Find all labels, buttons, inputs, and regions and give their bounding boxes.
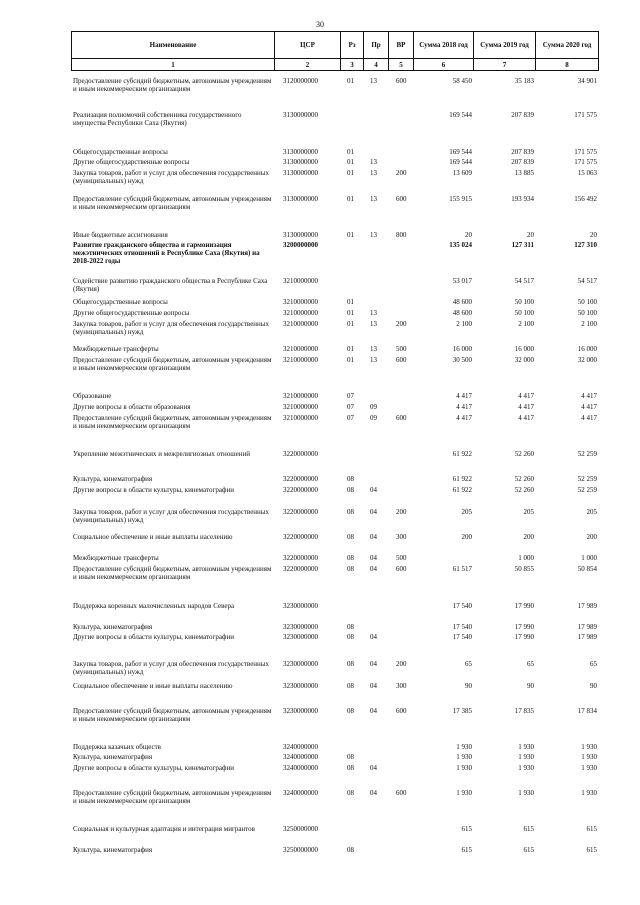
- row-vr: 200: [396, 660, 407, 668]
- row-sum-2018: 615: [461, 825, 472, 833]
- row-pr: 04: [370, 508, 377, 516]
- row-sum-2019: 32 000: [514, 356, 534, 364]
- row-name: Предоставление субсидий бюджетным, автономным учреждениям и иным некоммерческим организациям: [73, 789, 272, 805]
- row-sum-2019: 1 000: [518, 554, 534, 562]
- row-sum-2018: 61 922: [452, 486, 472, 494]
- row-sum-2020: 156 492: [574, 195, 597, 203]
- row-sum-2020: 171 575: [574, 148, 597, 156]
- col-number-2: 2: [275, 59, 341, 71]
- row-rz: 07: [347, 403, 354, 411]
- row-csr-code: 3210000000: [283, 277, 318, 285]
- row-pr: 04: [370, 565, 377, 573]
- row-csr-code: 3240000000: [283, 753, 318, 761]
- row-pr: 13: [370, 345, 377, 353]
- row-sum-2020: 4 417: [581, 414, 597, 422]
- row-csr-code: 3200000000: [283, 241, 318, 249]
- row-sum-2018: 1 930: [456, 753, 472, 761]
- row-sum-2018: 17 540: [452, 602, 472, 610]
- row-sum-2018: 65: [465, 660, 472, 668]
- row-sum-2018: 4 417: [456, 414, 472, 422]
- row-sum-2019: 1 930: [518, 753, 534, 761]
- row-rz: 07: [347, 414, 354, 422]
- row-sum-2018: 48 600: [452, 298, 472, 306]
- row-pr: 13: [370, 158, 377, 166]
- row-sum-2019: 50 100: [514, 309, 534, 317]
- row-sum-2020: 615: [586, 825, 597, 833]
- row-pr: 04: [370, 660, 377, 668]
- header-sum-2019: Сумма 2019 год: [474, 32, 536, 59]
- row-csr-code: 3250000000: [283, 846, 318, 854]
- row-vr: 800: [396, 231, 407, 239]
- header-csr: ЦСР: [275, 32, 341, 59]
- col-number-6: 6: [414, 59, 474, 71]
- row-sum-2019: 20: [527, 231, 534, 239]
- row-name: Закупка товаров, работ и услуг для обеспечения государственных (муниципальных) нужд: [73, 320, 270, 336]
- row-sum-2020: 50 854: [577, 565, 597, 573]
- row-name: Общегосударственные вопросы: [73, 298, 168, 306]
- row-rz: 01: [347, 148, 354, 156]
- row-rz: 08: [347, 475, 354, 483]
- row-sum-2018: 4 417: [456, 392, 472, 400]
- row-vr: 600: [396, 195, 407, 203]
- row-sum-2018: 200: [461, 533, 472, 541]
- row-vr: 300: [396, 533, 407, 541]
- row-sum-2019: 127 311: [511, 241, 534, 249]
- col-number-1: 1: [72, 59, 275, 71]
- row-sum-2020: 4 417: [581, 403, 597, 411]
- row-sum-2019: 2 100: [518, 320, 534, 328]
- row-csr-code: 3210000000: [283, 345, 318, 353]
- row-sum-2018: 169 544: [449, 158, 472, 166]
- row-sum-2019: 615: [523, 825, 534, 833]
- row-sum-2019: 17 990: [514, 633, 534, 641]
- row-pr: 13: [370, 195, 377, 203]
- row-rz: 01: [347, 320, 354, 328]
- row-name: Содействие развитию гражданского общества в Республике Саха (Якутия): [73, 277, 268, 293]
- row-csr-code: 3210000000: [283, 356, 318, 364]
- row-pr: 13: [370, 320, 377, 328]
- row-sum-2020: 32 000: [577, 356, 597, 364]
- header-rz: Рз: [341, 32, 364, 59]
- row-rz: 08: [347, 789, 354, 797]
- row-name: Межбюджетные трансферты: [73, 345, 159, 353]
- row-vr: 600: [396, 707, 407, 715]
- row-sum-2020: 16 000: [577, 345, 597, 353]
- row-sum-2020: 52 259: [577, 475, 597, 483]
- row-name: Социальное обеспечение и иные выплаты населению: [73, 682, 233, 690]
- row-name: Культура, кинематография: [73, 846, 153, 854]
- row-name: Общегосударственные вопросы: [73, 148, 168, 156]
- row-pr: 04: [370, 533, 377, 541]
- row-sum-2020: 2 100: [581, 320, 597, 328]
- row-sum-2018: 20: [465, 231, 472, 239]
- row-sum-2020: 1 930: [581, 789, 597, 797]
- row-sum-2020: 17 989: [577, 602, 597, 610]
- row-csr-code: 3120000000: [283, 77, 318, 85]
- row-pr: 13: [370, 77, 377, 85]
- row-sum-2018: 169 544: [449, 111, 472, 119]
- row-csr-code: 3250000000: [283, 825, 318, 833]
- row-sum-2020: 17 834: [577, 707, 597, 715]
- row-name: Другие вопросы в области образования: [73, 403, 191, 411]
- header-sum-2020: Сумма 2020 год: [536, 32, 599, 59]
- row-sum-2020: 171 575: [574, 111, 597, 119]
- row-rz: 08: [347, 508, 354, 516]
- row-pr: 09: [370, 403, 377, 411]
- row-sum-2020: 52 259: [577, 486, 597, 494]
- row-name: Предоставление субсидий бюджетным, автономным учреждениям и иным некоммерческим организациям: [73, 356, 272, 372]
- row-csr-code: 3220000000: [283, 533, 318, 541]
- row-sum-2020: 1 000: [581, 554, 597, 562]
- row-vr: 600: [396, 789, 407, 797]
- row-pr: 04: [370, 764, 377, 772]
- row-sum-2019: 1 930: [518, 743, 534, 751]
- row-name: Другие вопросы в области культуры, кинематографии: [73, 764, 234, 772]
- row-sum-2020: 20: [590, 231, 597, 239]
- row-csr-code: 3240000000: [283, 789, 318, 797]
- row-sum-2019: 52 260: [514, 486, 534, 494]
- row-sum-2018: 17 385: [452, 707, 472, 715]
- row-sum-2019: 50 855: [514, 565, 534, 573]
- row-rz: 01: [347, 158, 354, 166]
- row-sum-2018: 1 930: [456, 743, 472, 751]
- row-csr-code: 3220000000: [283, 554, 318, 562]
- row-sum-2019: 207 839: [511, 111, 534, 119]
- row-pr: 09: [370, 414, 377, 422]
- row-rz: 01: [347, 345, 354, 353]
- row-rz: 01: [347, 231, 354, 239]
- row-pr: 13: [370, 169, 377, 177]
- row-rz: 01: [347, 356, 354, 364]
- row-sum-2018: 58 450: [452, 77, 472, 85]
- row-csr-code: 3230000000: [283, 707, 318, 715]
- row-csr-code: 3220000000: [283, 450, 318, 458]
- row-csr-code: 3130000000: [283, 169, 318, 177]
- row-sum-2019: 16 000: [514, 345, 534, 353]
- row-sum-2019: 17 990: [514, 623, 534, 631]
- row-name: Культура, кинематография: [73, 623, 153, 631]
- row-name: Реализация полномочий собственника государственного имущества Республики Саха (Якутия): [73, 111, 242, 127]
- row-sum-2020: 1 930: [581, 743, 597, 751]
- row-rz: 01: [347, 309, 354, 317]
- row-sum-2019: 615: [523, 846, 534, 854]
- row-name: Предоставление субсидий бюджетным, автономным учреждениям и иным некоммерческим организациям: [73, 195, 272, 211]
- row-sum-2019: 52 260: [514, 475, 534, 483]
- row-sum-2019: 205: [523, 508, 534, 516]
- row-sum-2019: 207 839: [511, 148, 534, 156]
- col-number-8: 8: [536, 59, 599, 71]
- row-sum-2018: 13 609: [452, 169, 472, 177]
- col-number-5: 5: [389, 59, 414, 71]
- row-rz: 08: [347, 707, 354, 715]
- row-csr-code: 3230000000: [283, 623, 318, 631]
- row-name: Закупка товаров, работ и услуг для обеспечения государственных (муниципальных) нужд: [73, 660, 270, 676]
- row-sum-2018: 90: [465, 682, 472, 690]
- row-csr-code: 3230000000: [283, 660, 318, 668]
- row-rz: 08: [347, 623, 354, 631]
- col-number-3: 3: [341, 59, 364, 71]
- row-pr: 13: [370, 231, 377, 239]
- row-name: Другие вопросы в области культуры, кинематографии: [73, 633, 234, 641]
- row-csr-code: 3220000000: [283, 486, 318, 494]
- row-name: Культура, кинематография: [73, 475, 153, 483]
- row-csr-code: 3210000000: [283, 392, 318, 400]
- row-name: Предоставление субсидий бюджетным, автономным учреждениям и иным некоммерческим организациям: [73, 77, 272, 93]
- row-rz: 08: [347, 846, 354, 854]
- row-sum-2020: 127 310: [574, 241, 597, 249]
- row-sum-2020: 17 989: [577, 623, 597, 631]
- row-sum-2018: 2 100: [456, 320, 472, 328]
- row-name: Социальная и культурная адаптация и интеграция мигрантов: [73, 825, 255, 833]
- row-csr-code: 3210000000: [283, 414, 318, 422]
- row-sum-2019: 4 417: [518, 403, 534, 411]
- row-sum-2019: 54 517: [514, 277, 534, 285]
- row-csr-code: 3130000000: [283, 111, 318, 119]
- row-csr-code: 3240000000: [283, 743, 318, 751]
- row-rz: 08: [347, 753, 354, 761]
- row-name: Развитие гражданского общества и гармонизация межэтнических отношений в Республике Саха (Якутия) на 2018-2022 годы: [73, 241, 260, 265]
- row-csr-code: 3230000000: [283, 633, 318, 641]
- row-sum-2018: 30 500: [452, 356, 472, 364]
- row-rz: 08: [347, 486, 354, 494]
- row-sum-2019: 65: [527, 660, 534, 668]
- row-csr-code: 3220000000: [283, 565, 318, 573]
- row-name: Поддержка казачьих обществ: [73, 743, 161, 751]
- row-name: Закупка товаров, работ и услуг для обеспечения государственных (муниципальных) нужд: [73, 169, 270, 185]
- row-rz: 08: [347, 633, 354, 641]
- row-vr: 500: [396, 345, 407, 353]
- row-sum-2020: 1 930: [581, 764, 597, 772]
- row-sum-2019: 1 930: [518, 789, 534, 797]
- row-sum-2019: 17 835: [514, 707, 534, 715]
- header-pr: Пр: [364, 32, 389, 59]
- row-sum-2020: 50 100: [577, 309, 597, 317]
- row-csr-code: 3240000000: [283, 764, 318, 772]
- row-sum-2019: 35 183: [514, 77, 534, 85]
- row-rz: 08: [347, 554, 354, 562]
- row-name: Укрепление межэтнических и межрелигиозных отношений: [73, 450, 251, 458]
- row-sum-2018: 53 017: [452, 277, 472, 285]
- row-rz: 08: [347, 565, 354, 573]
- row-sum-2020: 17 989: [577, 633, 597, 641]
- row-csr-code: 3130000000: [283, 148, 318, 156]
- row-name: Другие вопросы в области культуры, кинематографии: [73, 486, 234, 494]
- row-sum-2020: 171 575: [574, 158, 597, 166]
- row-vr: 600: [396, 77, 407, 85]
- row-rz: 01: [347, 298, 354, 306]
- row-rz: 01: [347, 195, 354, 203]
- row-name: Культура, кинематография: [73, 753, 153, 761]
- row-csr-code: 3130000000: [283, 195, 318, 203]
- row-vr: 200: [396, 320, 407, 328]
- row-name: Другие общегосударственные вопросы: [73, 158, 190, 166]
- row-sum-2018: 61 517: [452, 565, 472, 573]
- row-sum-2019: 193 934: [511, 195, 534, 203]
- row-sum-2018: 1 930: [456, 789, 472, 797]
- row-sum-2019: 200: [523, 533, 534, 541]
- row-sum-2020: 50 100: [577, 298, 597, 306]
- row-sum-2019: 1 930: [518, 764, 534, 772]
- row-csr-code: 3130000000: [283, 158, 318, 166]
- row-vr: 300: [396, 682, 407, 690]
- row-csr-code: 3130000000: [283, 231, 318, 239]
- row-rz: 07: [347, 392, 354, 400]
- row-name: Предоставление субсидий бюджетным, автономным учреждениям и иным некоммерческим организациям: [73, 707, 272, 723]
- row-vr: 200: [396, 169, 407, 177]
- row-name: Иные бюджетные ассигнования: [73, 231, 168, 239]
- row-rz: 08: [347, 660, 354, 668]
- row-csr-code: 3210000000: [283, 403, 318, 411]
- row-name: Социальное обеспечение и иные выплаты населению: [73, 533, 233, 541]
- row-sum-2018: 205: [461, 508, 472, 516]
- row-sum-2018: 61 922: [452, 450, 472, 458]
- col-number-7: 7: [474, 59, 536, 71]
- row-csr-code: 3210000000: [283, 298, 318, 306]
- row-csr-code: 3220000000: [283, 475, 318, 483]
- row-sum-2018: 4 417: [456, 403, 472, 411]
- row-csr-code: 3220000000: [283, 508, 318, 516]
- row-pr: 04: [370, 486, 377, 494]
- row-sum-2020: 15 063: [577, 169, 597, 177]
- row-name: Предоставление субсидий бюджетным, автономным учреждениям и иным некоммерческим организациям: [73, 565, 272, 581]
- row-sum-2018: 61 922: [452, 475, 472, 483]
- header-sum-2018: Сумма 2018 год: [414, 32, 474, 59]
- row-csr-code: 3230000000: [283, 602, 318, 610]
- row-pr: 04: [370, 554, 377, 562]
- row-sum-2020: 615: [586, 846, 597, 854]
- row-sum-2018: 17 540: [452, 633, 472, 641]
- row-vr: 600: [396, 356, 407, 364]
- row-sum-2018: 48 600: [452, 309, 472, 317]
- row-name: Закупка товаров, работ и услуг для обеспечения государственных (муниципальных) нужд: [73, 508, 270, 524]
- col-number-4: 4: [364, 59, 389, 71]
- row-rz: 01: [347, 169, 354, 177]
- row-rz: 08: [347, 533, 354, 541]
- row-sum-2020: 90: [590, 682, 597, 690]
- page-number: 30: [316, 20, 324, 29]
- row-name: Предоставление субсидий бюджетным, автономным учреждениям и иным некоммерческим организациям: [73, 414, 272, 430]
- row-sum-2019: 50 100: [514, 298, 534, 306]
- row-rz: 08: [347, 682, 354, 690]
- row-sum-2020: 205: [586, 508, 597, 516]
- row-sum-2020: 34 901: [577, 77, 597, 85]
- row-sum-2019: 4 417: [518, 414, 534, 422]
- row-pr: 04: [370, 633, 377, 641]
- row-sum-2019: 207 839: [511, 158, 534, 166]
- row-sum-2020: 1 930: [581, 753, 597, 761]
- row-sum-2018: 1 930: [456, 764, 472, 772]
- row-sum-2019: 13 885: [514, 169, 534, 177]
- row-sum-2020: 4 417: [581, 392, 597, 400]
- row-name: Образование: [73, 392, 112, 400]
- row-pr: 04: [370, 682, 377, 690]
- row-csr-code: 3210000000: [283, 309, 318, 317]
- row-csr-code: 3210000000: [283, 320, 318, 328]
- row-sum-2018: 17 540: [452, 623, 472, 631]
- row-sum-2018: 16 000: [452, 345, 472, 353]
- row-sum-2019: 90: [527, 682, 534, 690]
- row-vr: 200: [396, 508, 407, 516]
- row-pr: 04: [370, 707, 377, 715]
- row-pr: 13: [370, 309, 377, 317]
- row-sum-2019: 52 260: [514, 450, 534, 458]
- row-sum-2018: 615: [461, 846, 472, 854]
- row-sum-2020: 54 517: [577, 277, 597, 285]
- row-sum-2018: 135 024: [449, 241, 472, 249]
- row-sum-2019: 4 417: [518, 392, 534, 400]
- row-vr: 500: [396, 554, 407, 562]
- row-csr-code: 3230000000: [283, 682, 318, 690]
- row-sum-2020: 65: [590, 660, 597, 668]
- row-rz: 08: [347, 764, 354, 772]
- row-sum-2020: 52 259: [577, 450, 597, 458]
- row-sum-2019: 17 990: [514, 602, 534, 610]
- header-vr: ВР: [389, 32, 414, 59]
- row-name: Межбюджетные трансферты: [73, 554, 159, 562]
- row-rz: 01: [347, 77, 354, 85]
- row-sum-2020: 200: [586, 533, 597, 541]
- row-vr: 600: [396, 565, 407, 573]
- row-vr: 600: [396, 414, 407, 422]
- row-name: Поддержка коренных малочисленных народов Севера: [73, 602, 235, 610]
- row-sum-2018: 169 544: [449, 148, 472, 156]
- row-pr: 13: [370, 356, 377, 364]
- row-name: Другие общегосударственные вопросы: [73, 309, 190, 317]
- row-sum-2018: 155 915: [449, 195, 472, 203]
- header-name: Наименование: [72, 32, 275, 59]
- row-pr: 04: [370, 789, 377, 797]
